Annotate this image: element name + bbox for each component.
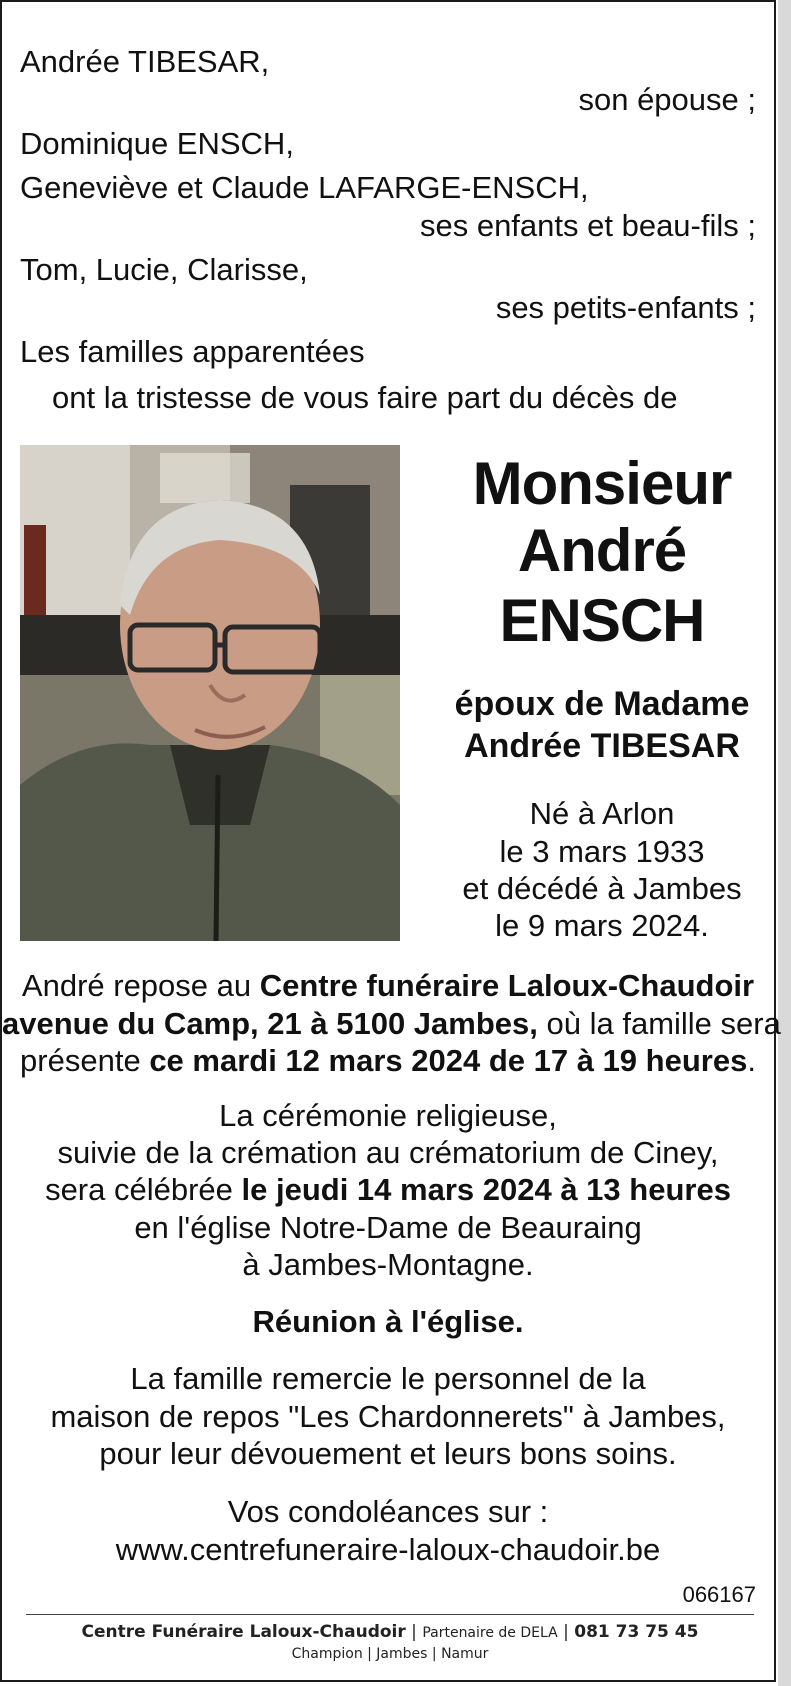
ceremony-line-1: La cérémonie religieuse, (219, 1098, 557, 1133)
repose-period: . (747, 1043, 756, 1078)
meeting-note: Réunion à l'église. (252, 1304, 524, 1339)
footer-separator: | (411, 1622, 417, 1642)
ceremony-text-3: sera célébrée (45, 1172, 242, 1207)
ceremony-line-4: en l'église Notre-Dame de Beauraing (134, 1210, 642, 1245)
thanks-line-3: pour leur dévouement et leurs bons soins. (99, 1436, 677, 1471)
repose-line-3 (2, 1043, 774, 1079)
footer-phone[interactable]: 081 73 75 45 (574, 1622, 699, 1642)
repose-text-1: André repose au (21, 968, 260, 1003)
condolences-label: Vos condoléances sur : (227, 1494, 549, 1529)
spouse-line-2: Andrée TIBESAR (464, 727, 740, 765)
grandchildren-role: ses petits-enfants ; (495, 290, 756, 325)
thanks-line-1: La famille remercie le personnel de la (130, 1361, 646, 1396)
thanks-line-2: maison de repos "Les Chardonnerets" à Jambes, (50, 1399, 726, 1434)
ceremony-line-2: suivie de la crémation au crématorium de Ciney, (57, 1135, 719, 1170)
born-date: le 3 mars 1933 (499, 834, 705, 869)
visiting-hours: ce mardi 12 mars 2024 de 17 à 19 heures (149, 1043, 748, 1078)
relatives: Les familles apparentées (20, 334, 365, 369)
footer-company: Centre Funéraire Laloux-Chaudoir (81, 1622, 406, 1642)
repose-line-2 (2, 1006, 781, 1042)
wife-role: son épouse ; (578, 82, 756, 117)
footer-divider (26, 1614, 754, 1615)
footer-partner: Partenaire de DELA (422, 1625, 558, 1641)
died-date: le 9 mars 2024. (495, 908, 709, 943)
ceremony-line-3 (2, 1172, 774, 1208)
repose-text-2: où la famille sera (537, 1006, 781, 1041)
footer-locations: Champion | Jambes | Namur (291, 1646, 489, 1662)
repose-line-1 (2, 968, 774, 1004)
condolences-url[interactable]: www.centrefuneraire-laloux-chaudoir.be (115, 1532, 661, 1567)
footer-separator: | (563, 1622, 569, 1642)
died-place: et décédé à Jambes (462, 871, 742, 906)
deceased-last-name: ENSCH (499, 587, 705, 654)
grandchildren: Tom, Lucie, Clarisse, (20, 252, 308, 287)
child-2: Geneviève et Claude LAFARGE-ENSCH, (20, 170, 589, 205)
portrait-photo (20, 445, 400, 941)
spouse-line-1: époux de Madame (454, 685, 750, 723)
funeral-centre-name: Centre funéraire Laloux-Chaudoir (259, 968, 755, 1003)
ceremony-datetime: le jeudi 14 mars 2024 à 13 heures (241, 1172, 731, 1207)
wife-name: Andrée TIBESAR, (20, 44, 270, 79)
reference-number: 066167 (682, 1582, 756, 1607)
children-role: ses enfants et beau-fils ; (419, 208, 756, 243)
deceased-title: Monsieur (472, 450, 732, 517)
deceased-first-name: André (517, 517, 687, 584)
repose-text-3: présente (20, 1043, 150, 1078)
funeral-centre-address: avenue du Camp, 21 à 5100 Jambes, (2, 1006, 538, 1041)
announcement: ont la tristesse de vous faire part du décès de (52, 380, 678, 415)
born-place: Né à Arlon (529, 796, 675, 831)
child-1: Dominique ENSCH, (20, 126, 294, 161)
ceremony-line-5: à Jambes-Montagne. (242, 1247, 534, 1282)
footer-line-1 (2, 1621, 778, 1644)
